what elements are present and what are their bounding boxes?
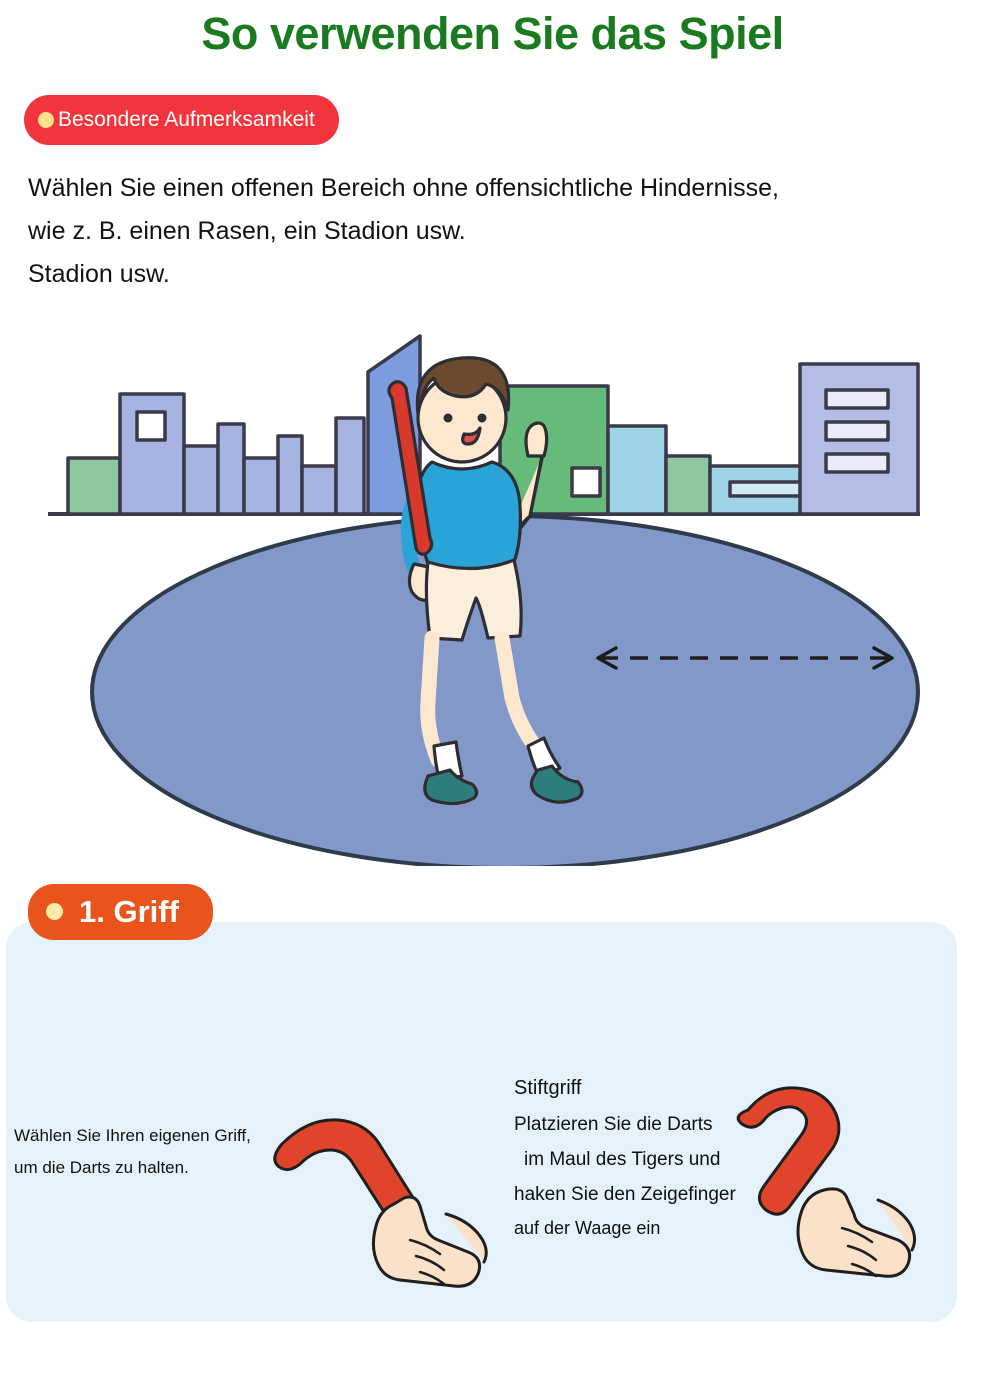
intro-line-1: Wählen Sie einen offenen Bereich ohne offensichtliche Hindernisse, (28, 173, 779, 202)
grip-panel (6, 922, 957, 1322)
attention-badge (24, 95, 339, 145)
page-title: So verwenden Sie das Spiel (201, 8, 784, 59)
grip-right-line-1: Platzieren Sie die Darts (514, 1113, 713, 1135)
step-badge (28, 884, 213, 940)
step-badge-label: 1. Griff (79, 893, 179, 929)
grip-right-line-3: haken Sie den Zeigefinger (514, 1184, 736, 1206)
grip-left-text (14, 1120, 294, 1185)
field-illustration (0, 306, 985, 866)
grip-left-line-2: um die Darts zu halten. (14, 1158, 189, 1178)
bullet-dot-icon (46, 903, 63, 920)
attention-badge-label: Besondere Aufmerksamkeit (58, 107, 315, 131)
grip-right-text (514, 1070, 814, 1246)
grip-right-line-2: im Maul des Tigers und (524, 1148, 721, 1170)
grip-right-line-4: auf der Waage ein (514, 1218, 661, 1239)
intro-paragraph (28, 167, 957, 296)
intro-line-3: Stadion usw. (28, 259, 170, 288)
grip-left-line-1: Wählen Sie Ihren eigenen Griff, (14, 1125, 251, 1145)
intro-line-2: wie z. B. einen Rasen, ein Stadion usw. (28, 216, 466, 245)
field-illustration-svg (0, 306, 985, 866)
bullet-dot-icon (38, 112, 54, 128)
grip-right-heading: Stiftgriff (514, 1076, 582, 1099)
